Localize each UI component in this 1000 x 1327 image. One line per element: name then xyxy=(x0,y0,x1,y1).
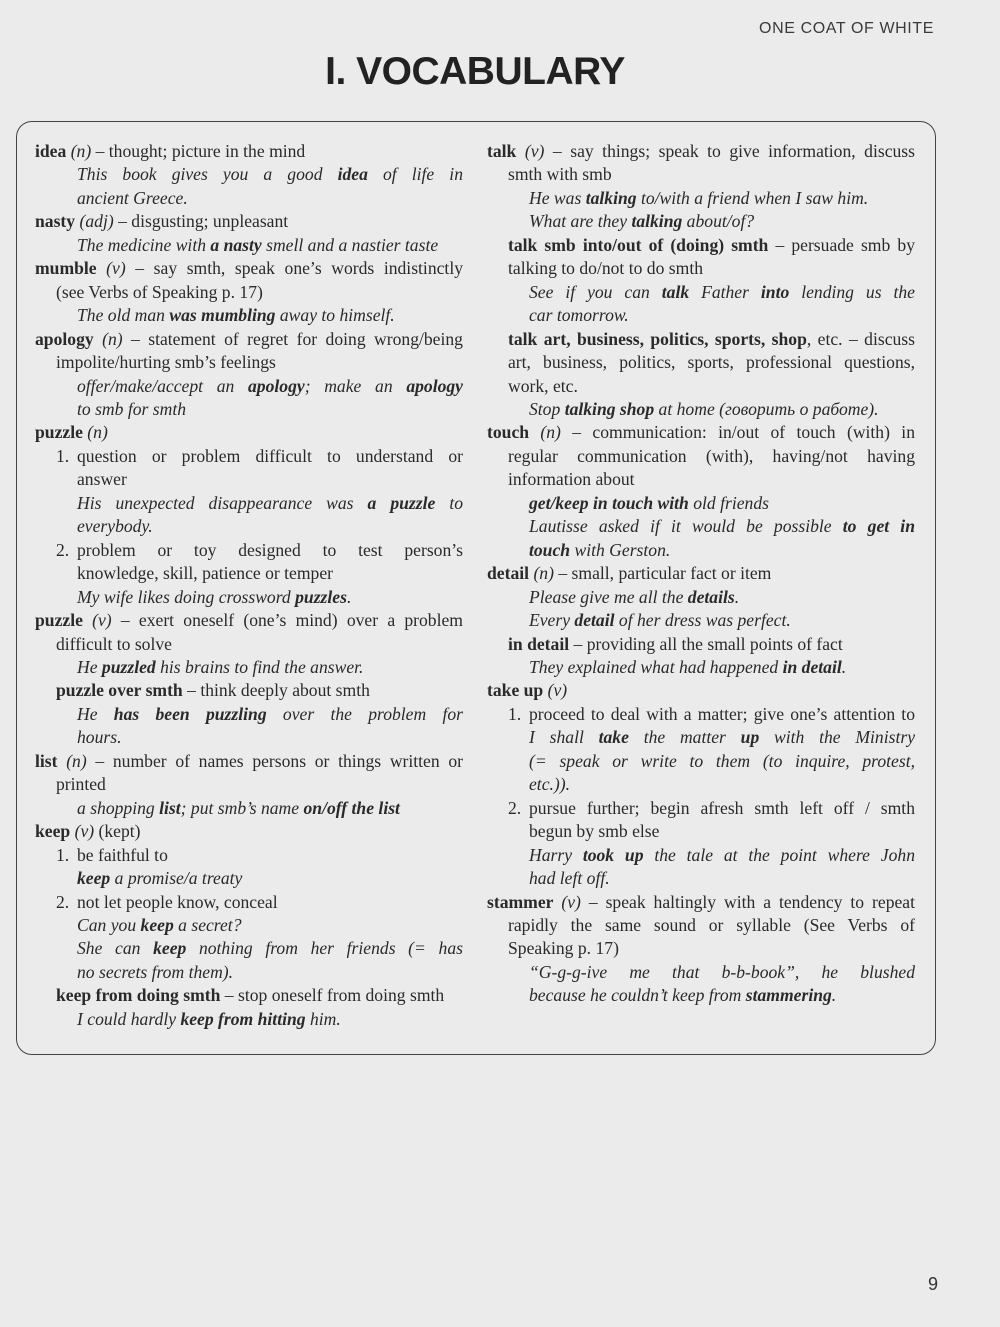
definition-text: talking to do/not to do smth xyxy=(508,258,704,279)
dictionary-line xyxy=(35,937,463,960)
definition-text: – communication: in/out of touch (with) in xyxy=(560,422,915,443)
example-text: (v) xyxy=(524,141,545,161)
example-text: ; put smb’s name xyxy=(180,797,304,818)
definition-text: work, etc. xyxy=(508,375,578,396)
example-keyword: keep xyxy=(77,868,111,889)
example-keyword: keep from hitting xyxy=(180,1008,306,1029)
dictionary-line xyxy=(487,797,915,820)
dictionary-line xyxy=(35,656,463,679)
dictionary-line xyxy=(35,914,463,937)
dictionary-line xyxy=(487,515,915,538)
example-text: (n) xyxy=(540,422,561,443)
headword: stammer xyxy=(487,891,554,912)
dictionary-line xyxy=(487,140,915,163)
dictionary-line xyxy=(35,984,463,1007)
example-text: etc.)). xyxy=(529,774,571,795)
definition-text: – persuade smb by xyxy=(768,234,915,255)
vocabulary-right-column xyxy=(487,140,915,1008)
example-text: I could hardly xyxy=(77,1008,181,1029)
example-text: (v) xyxy=(74,821,95,842)
dictionary-line xyxy=(35,445,463,468)
headword: nasty xyxy=(35,211,76,232)
dictionary-line xyxy=(35,492,463,515)
definition-text: not let people know, conceal xyxy=(77,891,278,912)
definition-text: pursue further; begin afresh smth left off / smth xyxy=(529,797,915,818)
example-keyword: touch xyxy=(529,539,571,560)
dictionary-line xyxy=(487,562,915,585)
example-keyword: was mumbling xyxy=(169,305,276,326)
dictionary-line xyxy=(35,703,463,726)
example-text: a shopping xyxy=(77,797,160,818)
dictionary-line xyxy=(487,257,915,280)
example-keyword: talking xyxy=(631,211,683,232)
sense-number: 1. xyxy=(56,445,70,466)
sense-number: 2. xyxy=(56,891,70,912)
dictionary-line xyxy=(487,867,915,890)
example-text: (v) xyxy=(92,610,112,631)
example-text: See if you can xyxy=(529,281,662,302)
example-keyword: up xyxy=(740,727,760,748)
dictionary-line xyxy=(487,679,915,702)
definition-text: – thought; picture in the mind xyxy=(91,141,306,161)
definition-text: – statement of regret for doing wrong/being xyxy=(122,328,463,349)
example-text: Every xyxy=(529,610,575,631)
example-text: (= speak or write to them (to inquire, protest, xyxy=(529,750,915,771)
sense-number: 2. xyxy=(508,797,522,818)
definition-text xyxy=(516,141,525,161)
dictionary-line xyxy=(35,750,463,773)
example-text: lending us the xyxy=(789,281,915,302)
sense-number: 1. xyxy=(508,703,522,724)
dictionary-line xyxy=(487,984,915,1007)
definition-text: – stop oneself from doing smth xyxy=(220,985,445,1006)
dictionary-line xyxy=(487,163,915,186)
dictionary-line xyxy=(487,961,915,984)
dictionary-line xyxy=(487,656,915,679)
dictionary-line xyxy=(35,867,463,890)
example-text: his brains to find the answer. xyxy=(155,656,364,677)
dictionary-line xyxy=(487,351,915,374)
example-text: . xyxy=(346,586,352,607)
headword: keep xyxy=(35,821,71,842)
example-text: Can you xyxy=(77,914,141,935)
example-text: no secrets from them). xyxy=(77,961,234,982)
definition-text: printed xyxy=(56,774,106,795)
example-text: What are they xyxy=(529,211,632,232)
dictionary-line xyxy=(487,726,915,749)
example-text: (n) xyxy=(102,328,123,349)
headword: puzzle xyxy=(35,610,83,631)
definition-text xyxy=(83,610,92,630)
dictionary-line xyxy=(35,257,463,280)
example-text: a secret? xyxy=(173,914,242,935)
dictionary-line xyxy=(35,515,463,538)
definition-text: difficult to solve xyxy=(56,633,172,654)
definition-text: answer xyxy=(77,469,127,490)
dictionary-line xyxy=(487,586,915,609)
example-keyword: keep xyxy=(153,938,187,959)
definition-text: knowledge, skill, patience or temper xyxy=(77,563,334,584)
dictionary-line xyxy=(35,351,463,374)
example-text: with Gerston. xyxy=(570,539,671,560)
definition-text: – speak haltingly with a tendency to repeat xyxy=(580,891,915,912)
dictionary-line xyxy=(487,773,915,796)
example-text: My wife likes doing crossword xyxy=(77,586,296,607)
dictionary-line xyxy=(487,468,915,491)
dictionary-line xyxy=(35,1008,463,1031)
dictionary-line xyxy=(487,703,915,726)
example-keyword: took up xyxy=(582,844,644,865)
example-text: him. xyxy=(305,1008,341,1029)
dictionary-line xyxy=(35,844,463,867)
example-text: old friends xyxy=(688,492,769,513)
dictionary-line xyxy=(487,375,915,398)
dictionary-line xyxy=(35,609,463,632)
headword: touch xyxy=(487,422,530,443)
example-text: Lautisse asked if it would be possible xyxy=(529,516,843,537)
example-text: He xyxy=(77,703,114,724)
dictionary-line xyxy=(35,468,463,491)
dictionary-line xyxy=(487,328,915,351)
dictionary-line xyxy=(35,140,463,163)
example-keyword: puzzles xyxy=(295,586,347,607)
example-text: His unexpected disappearance was xyxy=(77,492,368,513)
example-text: because he couldn’t keep from xyxy=(529,985,746,1006)
example-keyword: get/keep in touch with xyxy=(529,492,689,513)
definition-text: (kept) xyxy=(94,821,141,842)
example-text: away to himself. xyxy=(275,305,395,326)
example-text: The old man xyxy=(77,305,170,326)
example-text: had left off. xyxy=(529,868,610,889)
example-text: She can xyxy=(77,938,154,959)
headword: idea xyxy=(35,141,67,161)
example-text: (v) xyxy=(106,258,126,279)
dictionary-line xyxy=(35,187,463,210)
dictionary-line xyxy=(487,633,915,656)
headword: take up xyxy=(487,680,544,701)
headword: talk xyxy=(487,141,517,161)
definition-text: information about xyxy=(508,469,635,490)
example-keyword: stammering xyxy=(745,985,832,1006)
example-keyword: talking shop xyxy=(564,398,655,419)
dictionary-line xyxy=(35,210,463,233)
dictionary-line xyxy=(487,445,915,468)
example-keyword: take xyxy=(598,727,629,748)
dictionary-line xyxy=(487,234,915,257)
dictionary-line xyxy=(35,304,463,327)
example-text: Harry xyxy=(529,844,583,865)
example-text: to smb for smth xyxy=(77,398,186,419)
definition-text: – providing all the small points of fact xyxy=(569,633,843,654)
example-text: Please give me all the xyxy=(529,586,688,607)
example-text: with the Ministry xyxy=(759,727,915,748)
example-text: of her dress was perfect. xyxy=(614,610,791,631)
example-text: smell and a nastier taste xyxy=(261,234,439,255)
dictionary-line xyxy=(487,210,915,233)
dictionary-line xyxy=(487,281,915,304)
sense-number: 1. xyxy=(56,844,70,865)
dictionary-line xyxy=(35,773,463,796)
definition-text: art, business, politics, sports, professional questions, xyxy=(508,352,915,373)
example-text: a promise/a treaty xyxy=(110,868,243,889)
example-text: the matter xyxy=(628,727,741,748)
example-keyword: a puzzle xyxy=(367,492,436,513)
definition-text: smth with smb xyxy=(508,164,612,185)
dictionary-line xyxy=(487,937,915,960)
example-text: everybody. xyxy=(77,516,153,537)
dictionary-line xyxy=(487,609,915,632)
example-keyword: has been puzzling xyxy=(113,703,267,724)
headword: apology xyxy=(35,328,94,349)
example-text: This book gives you a good xyxy=(77,164,338,185)
example-keyword: on/off the list xyxy=(303,797,400,818)
definition-text: – say smth, speak one’s words indistinctly xyxy=(125,258,463,279)
example-text: over the problem for xyxy=(266,703,463,724)
headword: talk art, business, politics, sports, shop xyxy=(508,328,807,349)
example-text: about/of? xyxy=(682,211,755,232)
example-text: nothing from her friends (= has xyxy=(186,938,463,959)
definition-text: question or problem difficult to understand or xyxy=(77,445,463,466)
dictionary-line xyxy=(35,281,463,304)
definition-text: – say things; speak to give information, discuss xyxy=(544,141,915,161)
example-keyword: in detail xyxy=(782,656,842,677)
dictionary-line xyxy=(35,562,463,585)
example-keyword: details xyxy=(687,586,735,607)
example-text: The medicine with xyxy=(77,234,211,255)
example-text: ; make an xyxy=(304,375,407,396)
dictionary-line xyxy=(35,328,463,351)
example-text: of life in xyxy=(367,164,463,185)
dictionary-line xyxy=(487,304,915,327)
example-text: “G-g-g-ive me that b-b-book”, he blushed xyxy=(529,961,915,982)
dictionary-line xyxy=(35,375,463,398)
dictionary-line xyxy=(487,914,915,937)
headword: puzzle over smth xyxy=(56,680,183,701)
page-number: 9 xyxy=(928,1274,939,1294)
dictionary-line xyxy=(35,726,463,749)
example-text: to xyxy=(435,492,463,513)
dictionary-line xyxy=(35,891,463,914)
example-text: (n) xyxy=(87,422,108,443)
example-text: They explained what had happened xyxy=(529,656,783,677)
dictionary-line xyxy=(35,961,463,984)
example-text: (n) xyxy=(70,141,92,161)
dictionary-line xyxy=(487,820,915,843)
dictionary-line xyxy=(487,492,915,515)
example-text: . xyxy=(831,985,837,1006)
headword: talk smb into/out of (doing) smth xyxy=(508,234,769,255)
dictionary-line xyxy=(487,421,915,444)
dictionary-line xyxy=(35,679,463,702)
example-text: to/with a friend when I saw him. xyxy=(636,187,869,208)
page-title: I. VOCABULARY xyxy=(325,50,625,93)
example-text: Father xyxy=(689,281,761,302)
running-header: ONE COAT OF WHITE xyxy=(759,20,934,37)
example-keyword: list xyxy=(159,797,181,818)
dictionary-line xyxy=(35,633,463,656)
dictionary-line xyxy=(487,187,915,210)
example-text: car tomorrow. xyxy=(529,305,629,326)
example-keyword: apology xyxy=(248,375,305,396)
dictionary-line xyxy=(35,797,463,820)
definition-text xyxy=(57,751,66,771)
vocabulary-left-column xyxy=(35,140,463,1031)
example-text: He was xyxy=(529,187,586,208)
dictionary-line xyxy=(487,844,915,867)
example-text: the tale at the point where John xyxy=(643,844,915,865)
headword: list xyxy=(35,750,58,771)
example-text: ancient Greece. xyxy=(77,187,188,208)
definition-text: – think deeply about smth xyxy=(182,680,370,701)
definition-text: problem or toy designed to test person’s xyxy=(77,539,463,560)
dictionary-line xyxy=(487,398,915,421)
example-keyword: talking xyxy=(585,187,637,208)
headword: mumble xyxy=(35,258,97,279)
example-text: hours. xyxy=(77,727,122,748)
definition-text xyxy=(94,329,102,349)
example-keyword: keep xyxy=(140,914,174,935)
dictionary-line xyxy=(35,398,463,421)
definition-text: be faithful to xyxy=(77,844,168,865)
example-keyword: talk xyxy=(661,281,690,302)
definition-text: impolite/hurting smb’s feelings xyxy=(56,352,276,373)
example-keyword: puzzled xyxy=(101,656,156,677)
dictionary-line xyxy=(35,234,463,257)
dictionary-line xyxy=(487,539,915,562)
definition-text xyxy=(529,422,540,442)
headword: puzzle xyxy=(35,422,83,443)
definition-text: – small, particular fact or item xyxy=(553,563,772,584)
dictionary-line xyxy=(35,586,463,609)
example-text: He xyxy=(77,656,102,677)
dictionary-line xyxy=(35,820,463,843)
dictionary-line xyxy=(487,750,915,773)
definition-text: begun by smb else xyxy=(529,821,660,842)
dictionary-line xyxy=(35,539,463,562)
example-text: offer/make/accept an xyxy=(77,375,248,396)
sense-number: 2. xyxy=(56,539,70,560)
example-keyword: into xyxy=(760,281,790,302)
definition-text: regular communication (with), having/not having xyxy=(508,445,915,466)
example-text: (v) xyxy=(547,680,568,701)
example-text: Stop xyxy=(529,398,565,419)
example-text: (n) xyxy=(533,563,554,584)
definition-text: Speaking p. 17) xyxy=(508,938,619,959)
example-text: at home (говорить о работе). xyxy=(654,398,879,419)
definition-text: rapidly the same sound or syllable (See Verbs of xyxy=(508,914,915,935)
dictionary-line xyxy=(487,891,915,914)
headword: detail xyxy=(487,563,530,584)
definition-text: , etc. – discuss xyxy=(806,328,915,349)
example-keyword: a nasty xyxy=(210,234,262,255)
headword: in detail xyxy=(508,633,570,654)
example-text: (v) xyxy=(561,891,581,912)
example-keyword: apology xyxy=(406,375,463,396)
dictionary-line xyxy=(35,163,463,186)
example-text: I shall xyxy=(529,727,599,748)
definition-text: (see Verbs of Speaking p. 17) xyxy=(56,281,263,302)
example-text: (n) xyxy=(66,750,87,771)
headword: keep from doing smth xyxy=(56,985,221,1006)
definition-text: proceed to deal with a matter; give one’s attention to xyxy=(529,703,915,724)
example-text: . xyxy=(734,586,740,607)
dictionary-line xyxy=(35,421,463,444)
definition-text: – number of names persons or things written or xyxy=(86,750,463,771)
example-text: (adj) xyxy=(79,211,114,232)
example-text: . xyxy=(841,656,847,677)
definition-text: – disgusting; unpleasant xyxy=(113,211,289,232)
definition-text xyxy=(97,258,107,278)
example-keyword: to get in xyxy=(842,516,915,537)
example-keyword: idea xyxy=(337,164,368,185)
example-keyword: detail xyxy=(574,610,615,631)
definition-text: – exert oneself (one’s mind) over a problem xyxy=(111,610,463,631)
